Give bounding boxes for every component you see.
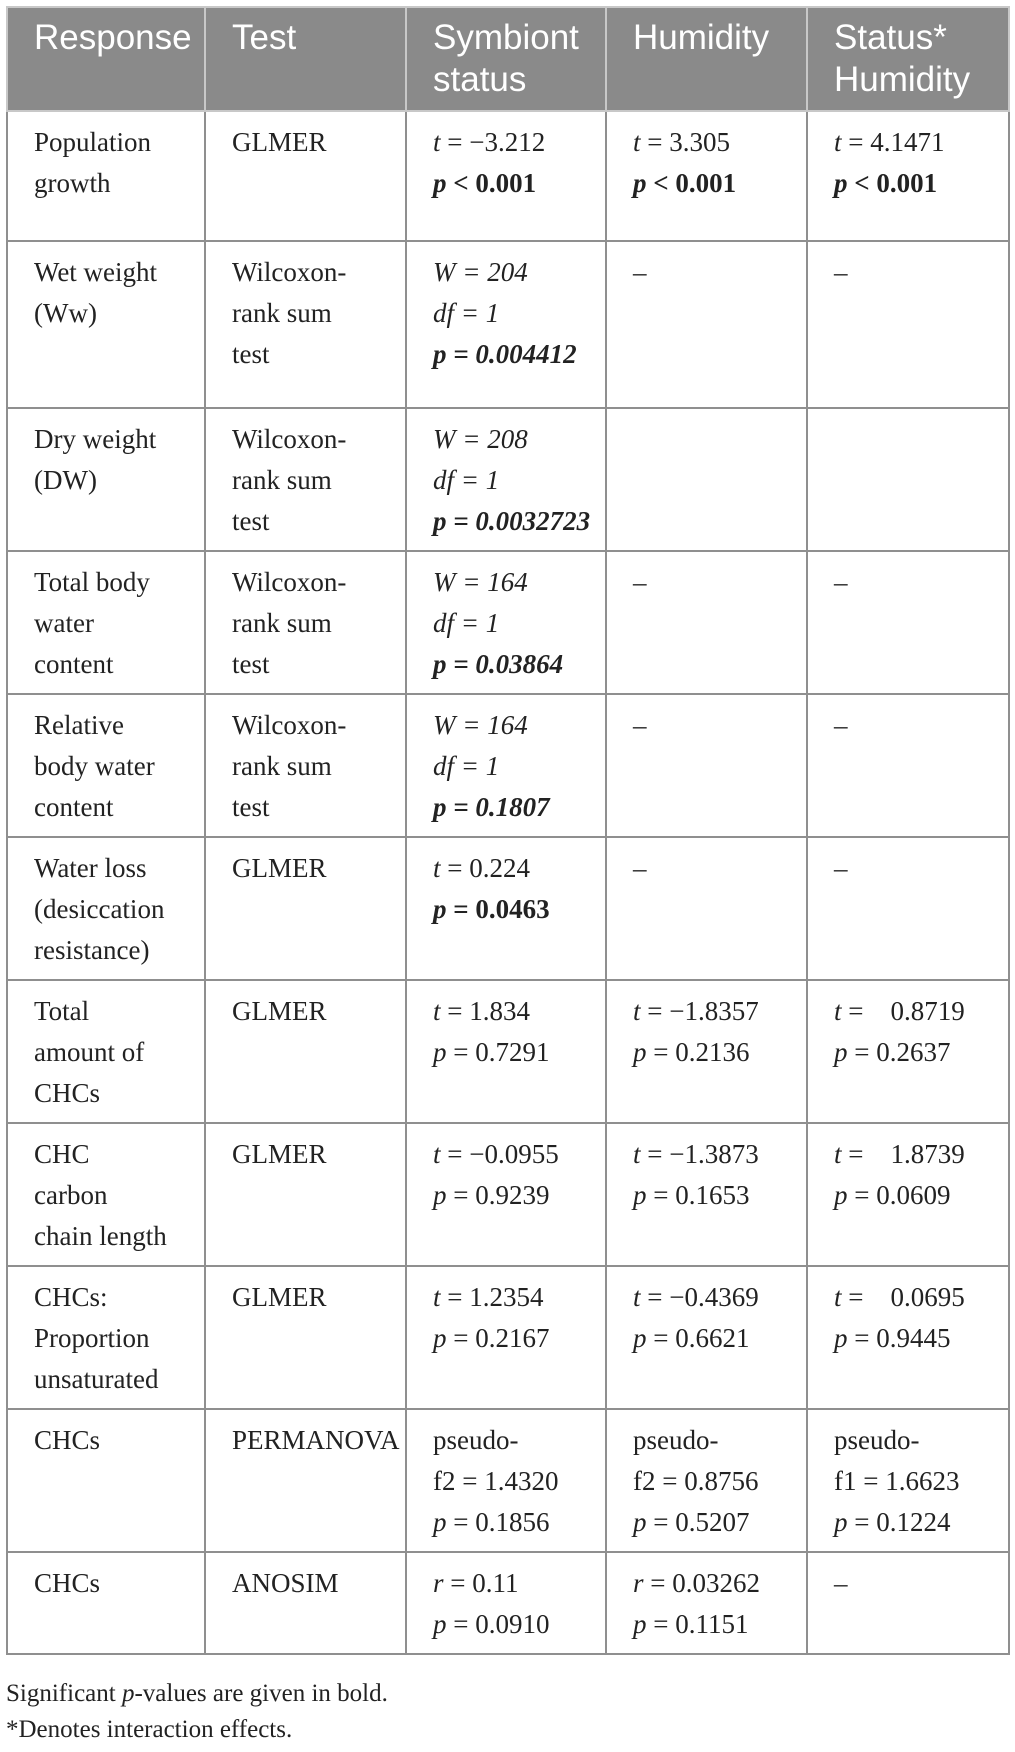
cell-test xyxy=(205,1552,406,1654)
stat-symbol: p xyxy=(433,168,447,198)
cell-status-humidity xyxy=(807,408,1009,551)
cell-line xyxy=(834,562,1004,603)
cell-line: carbon xyxy=(34,1180,108,1210)
cell-line: unsaturated xyxy=(34,1364,159,1394)
cell-line: rank sum xyxy=(232,298,332,328)
stat-value: = 0.004412 xyxy=(453,339,577,369)
stat-value: = 0.1856 xyxy=(453,1507,550,1537)
cell-line xyxy=(834,1175,1004,1216)
stat-value: = 1.2354 xyxy=(447,1282,544,1312)
cell-line: rank sum xyxy=(232,751,332,781)
cell-text: f2 = 1.4320 xyxy=(433,1466,559,1496)
stat-symbol: p xyxy=(834,1180,848,1210)
stat-symbol: W xyxy=(433,567,456,597)
cell-test xyxy=(205,408,406,551)
stat-value: = −0.4369 xyxy=(647,1282,759,1312)
cell-test xyxy=(205,111,406,241)
stat-symbol: p xyxy=(633,168,647,198)
stat-value: = 0.11 xyxy=(450,1568,519,1598)
cell-response xyxy=(7,241,205,408)
cell-status-humidity xyxy=(807,694,1009,837)
stat-value: = 0.0463 xyxy=(453,894,550,924)
header-row xyxy=(7,7,1009,111)
cell-line: Wilcoxon- xyxy=(232,257,347,287)
cell-test xyxy=(205,1266,406,1409)
stat-symbol: p xyxy=(433,792,447,822)
cell-status-humidity xyxy=(807,1409,1009,1552)
cell-line: (desiccation xyxy=(34,894,165,924)
cell-text: pseudo- xyxy=(633,1425,719,1455)
stat-value: = 0.1151 xyxy=(653,1609,749,1639)
cell-line xyxy=(433,787,601,828)
cell-line: growth xyxy=(34,168,111,198)
stat-value: = 0.5207 xyxy=(653,1507,750,1537)
header-response: Response xyxy=(7,7,205,111)
cell-line xyxy=(433,1461,601,1502)
stat-symbol: t xyxy=(633,127,641,157)
cell-text: – xyxy=(633,710,647,740)
cell-line xyxy=(433,991,601,1032)
cell-symbiont-status xyxy=(406,111,606,241)
cell-status-humidity xyxy=(807,111,1009,241)
cell-symbiont-status xyxy=(406,980,606,1123)
cell-line: CHCs: xyxy=(34,1282,108,1312)
cell-status-humidity xyxy=(807,1123,1009,1266)
cell-test xyxy=(205,241,406,408)
stat-value: = 0.2167 xyxy=(453,1323,550,1353)
stat-value: = 1.8739 xyxy=(848,1139,965,1169)
cell-line xyxy=(834,1563,1004,1604)
cell-line: CHC xyxy=(34,1139,90,1169)
cell-line xyxy=(433,603,601,644)
cell-line xyxy=(433,1604,601,1645)
cell-line: test xyxy=(232,792,270,822)
stat-value: = 1 xyxy=(460,298,500,328)
cell-line: GLMER xyxy=(232,1282,327,1312)
cell-line xyxy=(633,1563,802,1604)
stat-value: = 0.0695 xyxy=(848,1282,965,1312)
table-row xyxy=(7,980,1009,1123)
cell-symbiont-status xyxy=(406,837,606,980)
stat-symbol: p xyxy=(433,894,447,924)
stat-value: = 0.0910 xyxy=(453,1609,550,1639)
cell-line xyxy=(433,746,601,787)
cell-line xyxy=(633,1318,802,1359)
cell-line: amount of xyxy=(34,1037,145,1067)
cell-line: GLMER xyxy=(232,853,327,883)
cell-status-humidity xyxy=(807,1552,1009,1654)
stat-symbol: t xyxy=(633,996,641,1026)
stat-value: = 164 xyxy=(462,710,528,740)
cell-humidity xyxy=(606,408,807,551)
cell-line xyxy=(834,1277,1004,1318)
cell-line: PERMANOVA xyxy=(232,1425,400,1455)
table-row xyxy=(7,408,1009,551)
cell-line xyxy=(633,1175,802,1216)
stat-value: = 204 xyxy=(462,257,528,287)
stat-symbol: df xyxy=(433,608,455,638)
cell-test xyxy=(205,1409,406,1552)
cell-response xyxy=(7,408,205,551)
cell-line xyxy=(633,848,802,889)
cell-status-humidity xyxy=(807,1266,1009,1409)
cell-line xyxy=(633,1032,802,1073)
cell-response xyxy=(7,551,205,694)
cell-line xyxy=(633,1502,802,1543)
header-test: Test xyxy=(205,7,406,111)
stat-value: = 164 xyxy=(462,567,528,597)
stat-symbol: p xyxy=(433,1323,447,1353)
cell-line xyxy=(433,848,601,889)
cell-line xyxy=(433,705,601,746)
stat-symbol: p xyxy=(834,1037,848,1067)
cell-line: CHCs xyxy=(34,1078,101,1108)
stat-symbol: p xyxy=(433,506,447,536)
stat-value: < 0.001 xyxy=(653,168,737,198)
cell-line xyxy=(433,122,601,163)
statistics-table xyxy=(6,6,1010,1655)
stat-value: = 1 xyxy=(460,751,500,781)
stat-symbol: df xyxy=(433,465,455,495)
cell-line: Relative xyxy=(34,710,124,740)
cell-humidity xyxy=(606,837,807,980)
cell-line: rank sum xyxy=(232,608,332,638)
cell-line xyxy=(834,1461,1004,1502)
cell-line xyxy=(433,889,601,930)
stat-symbol: t xyxy=(834,996,842,1026)
cell-line xyxy=(433,1032,601,1073)
stat-symbol: p xyxy=(433,1180,447,1210)
cell-line xyxy=(433,1420,601,1461)
stat-value: = 0.2136 xyxy=(653,1037,750,1067)
cell-line: Wilcoxon- xyxy=(232,424,347,454)
stat-value: = 1 xyxy=(460,465,500,495)
cell-text: – xyxy=(834,567,848,597)
cell-line xyxy=(834,1502,1004,1543)
cell-status-humidity xyxy=(807,980,1009,1123)
cell-line: test xyxy=(232,649,270,679)
cell-line xyxy=(433,1134,601,1175)
cell-line: test xyxy=(232,339,270,369)
cell-line xyxy=(633,1134,802,1175)
cell-line: Wilcoxon- xyxy=(232,710,347,740)
cell-line: CHCs xyxy=(34,1568,101,1598)
stat-symbol: p xyxy=(633,1323,647,1353)
cell-symbiont-status xyxy=(406,694,606,837)
cell-line xyxy=(834,1032,1004,1073)
stat-symbol: p xyxy=(633,1507,647,1537)
cell-response xyxy=(7,837,205,980)
cell-line xyxy=(633,163,802,204)
stat-symbol: p xyxy=(633,1609,647,1639)
cell-response xyxy=(7,1123,205,1266)
cell-line: Proportion xyxy=(34,1323,150,1353)
cell-line: test xyxy=(232,506,270,536)
cell-response xyxy=(7,1266,205,1409)
cell-line: Total body xyxy=(34,567,150,597)
stat-value: = 3.305 xyxy=(647,127,730,157)
cell-line xyxy=(433,1502,601,1543)
stat-value: = 4.1471 xyxy=(848,127,945,157)
stat-value: = −1.8357 xyxy=(647,996,759,1026)
cell-line xyxy=(433,562,601,603)
cell-symbiont-status xyxy=(406,551,606,694)
cell-line xyxy=(834,252,1004,293)
cell-symbiont-status xyxy=(406,241,606,408)
stat-symbol: t xyxy=(433,1282,441,1312)
cell-line xyxy=(834,705,1004,746)
footnote-significance: Significant p-values are given in bold. xyxy=(6,1680,388,1707)
table-row xyxy=(7,241,1009,408)
stat-symbol: t xyxy=(834,127,842,157)
table-row xyxy=(7,1266,1009,1409)
cell-line xyxy=(433,1563,601,1604)
table-header xyxy=(7,7,1009,111)
stat-value: < 0.001 xyxy=(854,168,938,198)
stat-value: = 0.0609 xyxy=(854,1180,951,1210)
stat-symbol: p xyxy=(834,168,848,198)
cell-line xyxy=(633,1461,802,1502)
cell-line: Dry weight xyxy=(34,424,157,454)
cell-text: – xyxy=(834,257,848,287)
cell-line xyxy=(433,1175,601,1216)
cell-line: Population xyxy=(34,127,152,157)
cell-line xyxy=(433,334,601,375)
cell-test xyxy=(205,551,406,694)
stat-symbol: W xyxy=(433,424,456,454)
stat-symbol: p xyxy=(433,649,447,679)
table-row xyxy=(7,694,1009,837)
stat-value: = 0.7291 xyxy=(453,1037,550,1067)
cell-humidity xyxy=(606,1552,807,1654)
cell-line xyxy=(834,1134,1004,1175)
cell-line xyxy=(633,562,802,603)
stat-symbol: df xyxy=(433,751,455,781)
cell-line xyxy=(433,293,601,334)
stat-value: = 1.834 xyxy=(447,996,530,1026)
stat-symbol: p xyxy=(433,1037,447,1067)
cell-line xyxy=(433,460,601,501)
table-row xyxy=(7,1409,1009,1552)
cell-humidity xyxy=(606,1123,807,1266)
table-row xyxy=(7,1552,1009,1654)
stat-value: = −3.212 xyxy=(447,127,546,157)
cell-symbiont-status xyxy=(406,1552,606,1654)
cell-humidity xyxy=(606,694,807,837)
cell-status-humidity xyxy=(807,837,1009,980)
cell-test xyxy=(205,694,406,837)
cell-text: f2 = 0.8756 xyxy=(633,1466,759,1496)
stat-value: = −1.3873 xyxy=(647,1139,759,1169)
cell-humidity xyxy=(606,241,807,408)
cell-line xyxy=(433,501,601,542)
stat-value: = 208 xyxy=(462,424,528,454)
cell-response xyxy=(7,980,205,1123)
cell-line: ANOSIM xyxy=(232,1568,339,1598)
cell-line xyxy=(633,705,802,746)
cell-status-humidity xyxy=(807,241,1009,408)
cell-symbiont-status xyxy=(406,408,606,551)
cell-symbiont-status xyxy=(406,1123,606,1266)
cell-line xyxy=(633,1420,802,1461)
stat-value: = 0.03864 xyxy=(453,649,564,679)
cell-line: Wilcoxon- xyxy=(232,567,347,597)
cell-line: GLMER xyxy=(232,996,327,1026)
cell-line: resistance) xyxy=(34,935,150,965)
cell-text: – xyxy=(834,853,848,883)
cell-text: – xyxy=(633,257,647,287)
cell-line xyxy=(834,1420,1004,1461)
header-symbiont-status: Symbiont status xyxy=(406,7,606,111)
cell-line xyxy=(433,1277,601,1318)
stat-symbol: p xyxy=(633,1037,647,1067)
cell-text: pseudo- xyxy=(834,1425,920,1455)
cell-response xyxy=(7,111,205,241)
stat-symbol: t xyxy=(834,1139,842,1169)
cell-line: content xyxy=(34,792,114,822)
cell-response xyxy=(7,694,205,837)
stat-symbol: p xyxy=(633,1180,647,1210)
cell-humidity xyxy=(606,111,807,241)
cell-line: water xyxy=(34,608,94,638)
cell-line xyxy=(633,1604,802,1645)
cell-text: pseudo- xyxy=(433,1425,519,1455)
stat-value: = −0.0955 xyxy=(447,1139,559,1169)
cell-response xyxy=(7,1409,205,1552)
stat-symbol: t xyxy=(433,127,441,157)
cell-line: (Ww) xyxy=(34,298,97,328)
stat-symbol: t xyxy=(834,1282,842,1312)
table-row xyxy=(7,111,1009,241)
stat-value: = 0.8719 xyxy=(848,996,965,1026)
table-body xyxy=(7,111,1009,1654)
cell-humidity xyxy=(606,980,807,1123)
stat-symbol: W xyxy=(433,257,456,287)
cell-line xyxy=(633,252,802,293)
stat-value: = 0.03262 xyxy=(650,1568,760,1598)
stat-value: < 0.001 xyxy=(453,168,537,198)
stat-symbol: t xyxy=(433,1139,441,1169)
cell-line xyxy=(433,419,601,460)
stat-symbol: p xyxy=(433,1609,447,1639)
stat-symbol: p xyxy=(834,1323,848,1353)
header-humidity: Humidity xyxy=(606,7,807,111)
stat-value: = 0.2637 xyxy=(854,1037,951,1067)
stat-value: = 0.1807 xyxy=(453,792,550,822)
stat-symbol: df xyxy=(433,298,455,328)
stat-symbol: t xyxy=(433,996,441,1026)
cell-text: f1 = 1.6623 xyxy=(834,1466,960,1496)
cell-line: rank sum xyxy=(232,465,332,495)
cell-test xyxy=(205,1123,406,1266)
cell-humidity xyxy=(606,551,807,694)
stat-value: = 0.224 xyxy=(447,853,530,883)
stat-symbol: t xyxy=(633,1282,641,1312)
cell-line xyxy=(633,991,802,1032)
stat-symbol: t xyxy=(633,1139,641,1169)
table-row xyxy=(7,1123,1009,1266)
cell-line: body water xyxy=(34,751,155,781)
stat-symbol: t xyxy=(433,853,441,883)
cell-test xyxy=(205,837,406,980)
table-row xyxy=(7,837,1009,980)
cell-line xyxy=(633,1277,802,1318)
cell-line: Water loss xyxy=(34,853,147,883)
stat-value: = 0.6621 xyxy=(653,1323,750,1353)
cell-symbiont-status xyxy=(406,1266,606,1409)
cell-line: GLMER xyxy=(232,127,327,157)
cell-line: (DW) xyxy=(34,465,97,495)
cell-line xyxy=(433,644,601,685)
stat-value: = 0.1224 xyxy=(854,1507,951,1537)
cell-line: Total xyxy=(34,996,90,1026)
cell-text: – xyxy=(834,710,848,740)
cell-line xyxy=(834,1318,1004,1359)
cell-line xyxy=(433,163,601,204)
cell-line xyxy=(633,122,802,163)
cell-symbiont-status xyxy=(406,1409,606,1552)
stat-value: = 0.9445 xyxy=(854,1323,951,1353)
cell-line xyxy=(834,848,1004,889)
table-row xyxy=(7,551,1009,694)
stat-value: = 0.0032723 xyxy=(453,506,591,536)
cell-line xyxy=(834,163,1004,204)
header-status-humidity: Status* Humidity xyxy=(807,7,1009,111)
cell-line xyxy=(433,1318,601,1359)
cell-text: – xyxy=(633,567,647,597)
cell-humidity xyxy=(606,1266,807,1409)
stat-symbol: r xyxy=(633,1568,644,1598)
footnote-interaction: *Denotes interaction effects. xyxy=(6,1716,293,1743)
cell-line: Wet weight xyxy=(34,257,158,287)
stat-value: = 0.1653 xyxy=(653,1180,750,1210)
cell-response xyxy=(7,1552,205,1654)
stat-symbol: p xyxy=(433,1507,447,1537)
cell-line xyxy=(834,122,1004,163)
stat-symbol: p xyxy=(433,339,447,369)
cell-text: – xyxy=(834,1568,848,1598)
cell-line: CHCs xyxy=(34,1425,101,1455)
cell-line: content xyxy=(34,649,114,679)
stat-value: = 0.9239 xyxy=(453,1180,550,1210)
table-footnotes xyxy=(6,1676,388,1748)
stat-symbol: p xyxy=(834,1507,848,1537)
stat-symbol: W xyxy=(433,710,456,740)
cell-status-humidity xyxy=(807,551,1009,694)
stat-symbol: r xyxy=(433,1568,444,1598)
cell-test xyxy=(205,980,406,1123)
cell-humidity xyxy=(606,1409,807,1552)
cell-line xyxy=(834,991,1004,1032)
cell-line: chain length xyxy=(34,1221,167,1251)
cell-line: GLMER xyxy=(232,1139,327,1169)
cell-text: – xyxy=(633,853,647,883)
cell-line xyxy=(433,252,601,293)
stat-value: = 1 xyxy=(460,608,500,638)
